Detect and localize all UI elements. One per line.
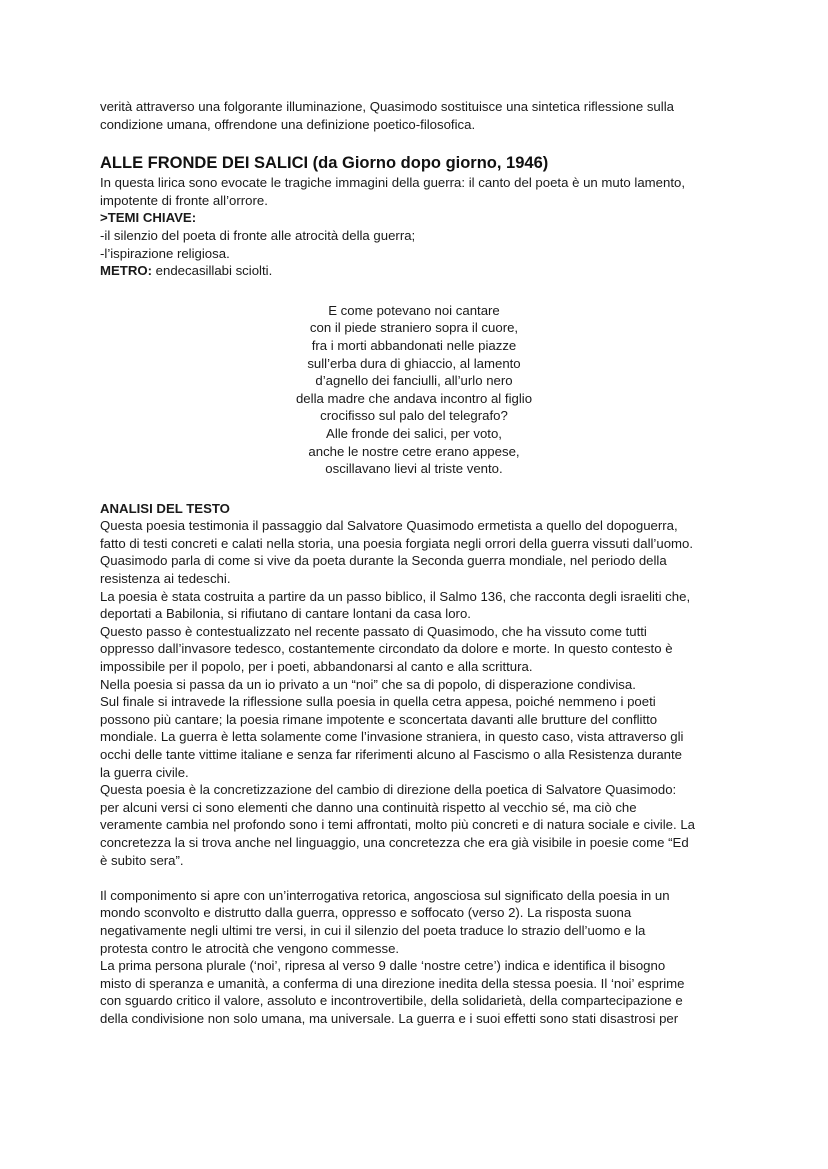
poem — [100, 302, 730, 478]
theme-item: -l’ispirazione religiosa. — [100, 245, 230, 261]
themes-list — [100, 227, 730, 262]
meter-line — [100, 262, 730, 280]
text-line: Questa poesia è la concretizzazione del cambio di direzione della poetica di Salvatore Quasimodo: — [100, 782, 677, 798]
section-title: ALLE FRONDE DEI SALICI (da Giorno dopo giorno, 1946) — [100, 154, 549, 173]
poem-verse: con il piede straniero sopra il cuore, — [309, 320, 519, 336]
text-line: la guerra civile. — [100, 764, 189, 780]
text-line: Questa poesia testimonia il passaggio dal Salvatore Quasimodo ermetista a quello del dopoguerra, — [100, 518, 678, 534]
meter-label: METRO: — [100, 263, 153, 279]
description-paragraph — [100, 174, 730, 209]
analysis-paragraph-1 — [100, 517, 730, 869]
text-line: occhi delle tante vittime italiane e senza far riferimenti alcuno al Fascismo o alla Resistenza durante — [100, 747, 683, 762]
text-line: mondo sconvolto e distrutto dalla guerra, oppresso e soffocato (verso 2). La risposta suona — [100, 905, 632, 921]
analysis-title: ANALISI DEL TESTO — [100, 500, 230, 516]
poem-verse: Alle fronde dei salici, per voto, — [326, 425, 502, 441]
text-line: con sguardo critico il valore, assoluto e incontrovertibile, della solidarietà, della compartecipazione e — [100, 993, 683, 1009]
text-line: condizione umana, offrendone una definizione poetico-filosofica. — [100, 116, 476, 132]
text-line: In questa lirica sono evocate le tragiche immagini della guerra: il canto del poeta è un muto lamento, — [100, 175, 685, 191]
page-content — [100, 98, 730, 1028]
text-line: Quasimodo parla di come si vive da poeta durante la Seconda guerra mondiale, nel periodo della — [100, 553, 667, 569]
text-line: protesta contro le atrocità che vengono commesse. — [100, 940, 400, 956]
poem-verse: sull’erba dura di ghiaccio, al lamento — [307, 355, 521, 371]
text-line: mondiale. La guerra è letta solamente come l’invasione straniera, in questo caso, vista attraverso gli — [100, 729, 684, 745]
text-line: impossibile per il popolo, per i poeti, abbandonarsi al canto e alla scrittura. — [100, 659, 533, 675]
themes-label: >TEMI CHIAVE: — [100, 210, 197, 226]
text-line: deportati a Babilonia, si rifiutano di cantare lontani da casa loro. — [100, 606, 471, 622]
poem-verse: fra i morti abbandonati nelle piazze — [311, 337, 517, 353]
text-line: Il componimento si apre con un’interrogativa retorica, angosciosa sul significato della poesia in un — [100, 887, 670, 903]
text-line: veramente cambia nel profondo sono i temi affrontati, molto più concreti e di natura sociale e civile. La — [100, 817, 695, 833]
text-line: concretezza la si trova anche nel linguaggio, una concretezza che era già visibile in poesie come “Ed — [100, 834, 689, 850]
text-line: negativamente negli ultimi tre versi, in cui il silenzio del poeta traduce lo strazio dell’uomo e la — [100, 922, 646, 938]
text-line: resistenza ai tedeschi. — [100, 571, 231, 587]
text-line: fatto di testi concreti e calati nella storia, una poesia forgiata negli orrori della guerra vissuti dall’uomo. — [100, 535, 694, 551]
text-line: per alcuni versi ci sono elementi che danno una continuità rispetto al vecchio sé, ma ciò che — [100, 799, 637, 815]
text-line: La poesia è stata costruita a partire da un passo biblico, il Salmo 136, che racconta degli israeliti che, — [100, 588, 691, 604]
poem-verse: crocifisso sul palo del telegrafo? — [320, 408, 508, 424]
poem-verse: anche le nostre cetre erano appese, — [308, 443, 520, 459]
poem-verse: E come potevano noi cantare — [328, 302, 500, 318]
analysis-paragraph-2 — [100, 887, 730, 1028]
text-line: verità attraverso una folgorante illuminazione, Quasimodo sostituisce una sintetica riflessione sulla — [100, 99, 674, 114]
text-line: della condivisione non solo umana, ma universale. La guerra e i suoi effetti sono stati disastrosi per — [100, 1010, 679, 1026]
text-line: Sul finale si intravede la riflessione sulla poesia in quella cetra appesa, poiché nemmeno i poeti — [100, 694, 656, 710]
text-line: oppresso dall’invasore tedesco, costantemente circondato da dolore e morte. In questo contesto è — [100, 641, 673, 657]
poem-verse: oscillavano lievi al triste vento. — [325, 461, 503, 477]
text-line: possono più cantare; la poesia rimane impotente e sconcertata davanti alle brutture del conflitto — [100, 711, 658, 727]
text-line: Questo passo è contestualizzato nel recente passato di Quasimodo, che ha vissuto come tutti — [100, 623, 647, 639]
poem-verse: d’agnello dei fanciulli, all’urlo nero — [315, 373, 513, 389]
theme-item: -il silenzio del poeta di fronte alle atrocità della guerra; — [100, 227, 416, 243]
paragraph-gap — [100, 869, 730, 887]
poem-verse: della madre che andava incontro al figlio — [295, 390, 533, 406]
text-line: Nella poesia si passa da un io privato a un “noi” che sa di popolo, di disperazione condivisa. — [100, 676, 636, 692]
text-line: La prima persona plurale (‘noi’, ripresa al verso 9 dalle ‘nostre cetre’) indica e identifica il bisogno — [100, 958, 666, 974]
intro-paragraph — [100, 98, 730, 133]
meter-value: endecasillabi sciolti. — [152, 263, 273, 279]
text-line: è subito sera”. — [100, 852, 184, 868]
text-line: misto di speranza e umanità, a conferma di una direzione inedita della stessa poesia. Il ‘noi’ esprime — [100, 975, 685, 991]
text-line: impotente di fronte all’orrore. — [100, 192, 268, 208]
